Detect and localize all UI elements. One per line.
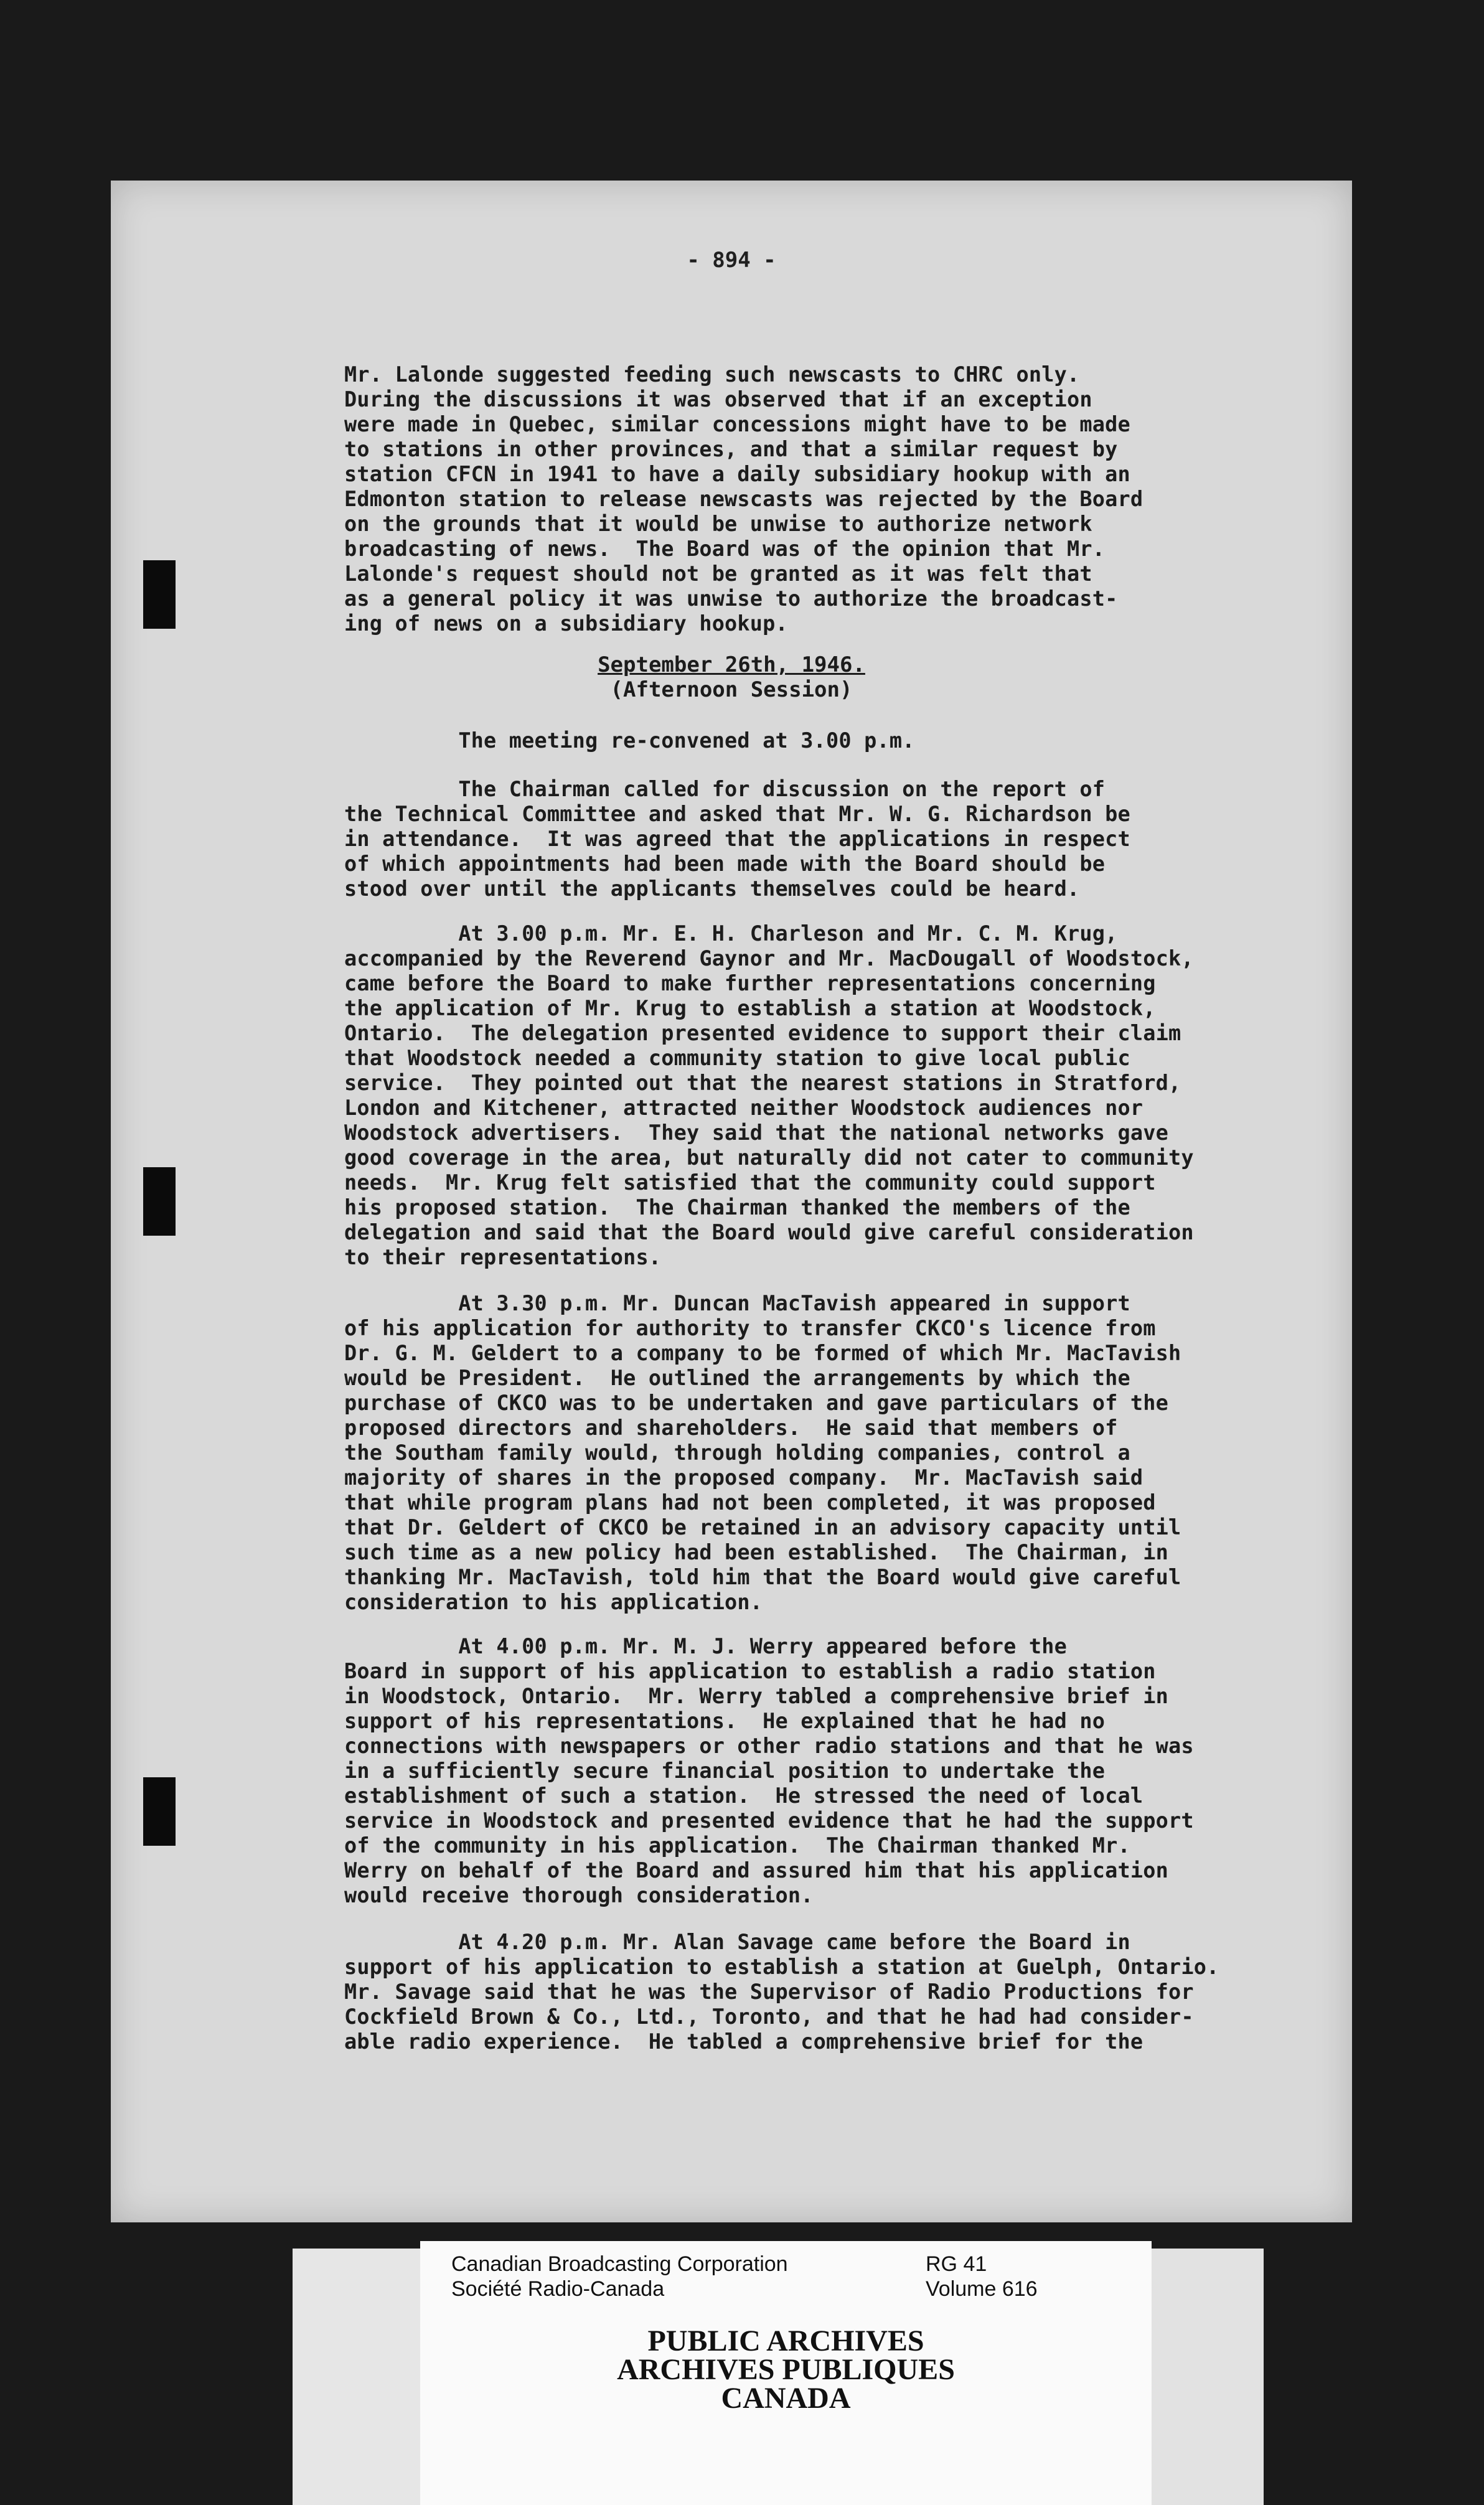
volume-number: Volume 616 (926, 2277, 1038, 2301)
fonds-french: Société Radio-Canada (451, 2277, 665, 2301)
stamp-line-1: PUBLIC ARCHIVES (647, 2324, 924, 2357)
punch-hole-middle (143, 1167, 176, 1236)
session-name: (Afternoon Session) (610, 677, 853, 702)
archive-card-left-tab (293, 2249, 420, 2505)
paragraph-reconvened: The meeting re-convened at 3.00 p.m. (344, 728, 915, 753)
archive-card-right-tab (1152, 2249, 1264, 2505)
session-date: September 26th, 1946. (598, 652, 865, 677)
paragraph-werry: At 4.00 p.m. Mr. M. J. Werry appeared before the Board in support of his application to establish a radio station in Woodstock, Ontario. Mr. Werry tabled a comprehensive brief in support of his representations. He explained that he had no connections with newspapers or other radio stations and that he was in a sufficiently secure financial position to undertake the establishment of such a station. He stressed the need of local service in Woodstock and presented evidence that he had the support of the community in his application. The Chairman thanked Mr. Werry on behalf of the Board and assured him that his application would receive thorough consideration. (344, 1634, 1194, 1907)
paragraph-savage: At 4.20 p.m. Mr. Alan Savage came before the Board in support of his application to establish a station at Guelph, Ontario. Mr. Savage said that he was the Supervisor of Radio Productions for Cockfield Brown & Co., Ltd., Toronto, and that he had had consider- able radio experience. He tabled a comprehensive brief for the (344, 1930, 1219, 2054)
archives-stamp (420, 2324, 1152, 2415)
paragraph-technical-committee: The Chairman called for discussion on the report of the Technical Committee and asked that Mr. W. G. Richardson be in attendance. It was agreed that the applications in respect of which appointments had been made with the Board should be stood over until the applicants themselves could be heard. (344, 777, 1130, 901)
stamp-line-2: ARCHIVES PUBLIQUES (617, 2353, 955, 2386)
document-page (111, 181, 1352, 2222)
punch-hole-bottom (143, 1777, 176, 1846)
session-heading (111, 652, 1352, 702)
paragraph-woodstock-krug: At 3.00 p.m. Mr. E. H. Charleson and Mr. C. M. Krug, accompanied by the Reverend Gaynor and Mr. MacDougall of Woodstock, came before the Board to make further representations concerning the application of Mr. Krug to establish a station at Woodstock, Ontario. The delegation presented evidence to support their claim that Woodstock needed a community station to give local public service. They pointed out that the nearest stations in Stratford, London and Kitchener, attracted neither Woodstock audiences nor Woodstock advertisers. They said that the national networks gave good coverage in the area, but naturally did not cater to community needs. Mr. Krug felt satisfied that the community could support his proposed station. The Chairman thanked the members of the delegation and said that the Board would give careful consideration to their representations. (344, 921, 1194, 1269)
punch-hole-top (143, 560, 176, 629)
stamp-line-3: CANADA (721, 2382, 851, 2415)
record-group: RG 41 (926, 2252, 987, 2276)
fonds-english: Canadian Broadcasting Corporation (451, 2252, 788, 2276)
paragraph-mactavish: At 3.30 p.m. Mr. Duncan MacTavish appeared in support of his application for authority to transfer CKCO's licence from Dr. G. M. Geldert to a company to be formed of which Mr. MacTavish would be President. He outlined the arrangements by which the purchase of CKCO was to be undertaken and gave particulars of the proposed directors and shareholders. He said that members of the Southam family would, through holding companies, control a majority of shares in the proposed company. Mr. MacTavish said that while program plans had not been completed, it was proposed that Dr. Geldert of CKCO be retained in an advisory capacity until such time as a new policy had been established. The Chairman, in thanking Mr. MacTavish, told him that the Board would give careful consideration to his application. (344, 1291, 1181, 1614)
paragraph-lalonde: Mr. Lalonde suggested feeding such newscasts to CHRC only. During the discussions it was observed that if an exception were made in Quebec, similar concessions might have to be made to stations in other provinces, and that a similar request by station CFCN in 1941 to have a daily subsidiary hookup with an Edmonton station to release newscasts was rejected by the Board on the grounds that it would be unwise to authorize network broadcasting of news. The Board was of the opinion that Mr. Lalonde's request should not be granted as it was felt that as a general policy it was unwise to authorize the broadcast- ing of news on a subsidiary hookup. (344, 362, 1144, 636)
page-number: - 894 - (687, 248, 776, 273)
